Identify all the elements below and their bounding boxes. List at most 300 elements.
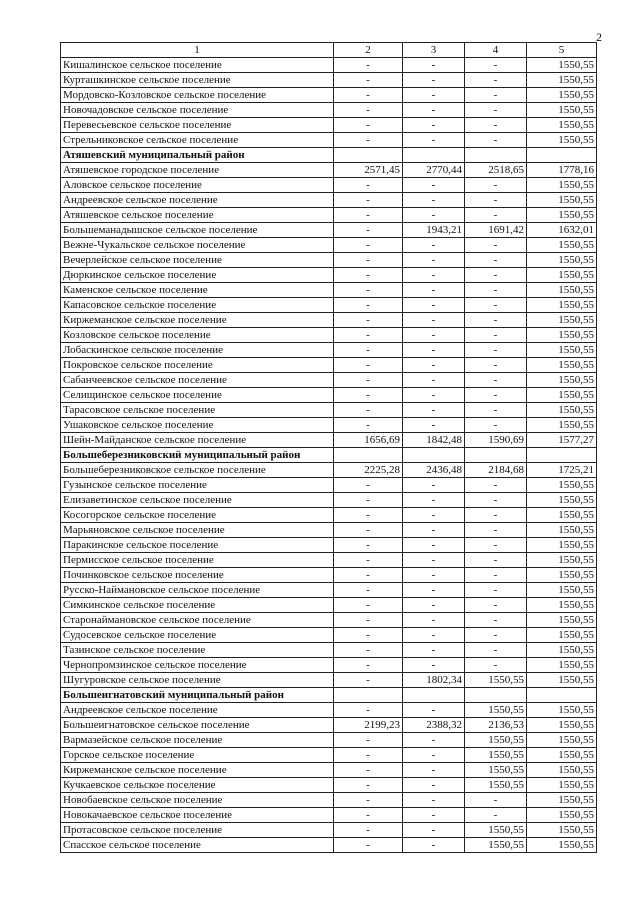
settlement-name: Каменское сельское поселение [61,283,334,298]
value-cell: - [465,658,527,673]
value-cell: - [334,538,403,553]
value-cell: 1550,55 [527,403,597,418]
value-cell: - [334,763,403,778]
value-cell: 1550,55 [527,538,597,553]
table-row [61,478,597,493]
value-cell: - [334,673,403,688]
value-cell: - [403,583,465,598]
value-cell: - [334,313,403,328]
settlement-name: Новокачаевское сельское поселение [61,808,334,823]
table-row [61,223,597,238]
column-header: 1 [61,43,334,58]
settlement-name: Мордовско-Козловское сельское поселение [61,88,334,103]
value-cell: - [334,73,403,88]
value-cell: - [465,88,527,103]
value-cell: - [403,343,465,358]
settlement-name: Тазинское сельское поселение [61,643,334,658]
value-cell: 1550,55 [527,238,597,253]
value-cell: - [465,478,527,493]
value-cell: - [334,823,403,838]
value-cell: - [334,88,403,103]
value-cell: - [403,568,465,583]
value-cell: - [334,523,403,538]
settlement-name: Косогорское сельское поселение [61,508,334,523]
value-cell: 1550,55 [527,598,597,613]
value-cell: - [334,778,403,793]
table-row [61,388,597,403]
value-cell: - [334,298,403,313]
value-cell: - [334,733,403,748]
settlement-name: Шейн-Майданское сельское поселение [61,433,334,448]
settlement-name: Курташкинское сельское поселение [61,73,334,88]
value-cell: - [334,118,403,133]
value-cell: - [403,493,465,508]
value-cell: 1550,55 [527,658,597,673]
district-header-row [61,148,597,163]
value-cell: - [465,643,527,658]
table-row [61,238,597,253]
value-cell: 1550,55 [527,253,597,268]
value-cell: - [403,118,465,133]
value-cell: - [334,568,403,583]
value-cell: - [334,133,403,148]
table-row [61,433,597,448]
value-cell: - [403,403,465,418]
value-cell: - [403,358,465,373]
value-cell: - [403,703,465,718]
value-cell: 1550,55 [527,373,597,388]
value-cell: 1842,48 [403,433,465,448]
value-cell: - [403,178,465,193]
value-cell: 1656,69 [334,433,403,448]
value-cell: - [465,613,527,628]
value-cell: 1550,55 [527,208,597,223]
value-cell [403,148,465,163]
value-cell: 1550,55 [527,523,597,538]
table-row [61,58,597,73]
value-cell: 1550,55 [465,703,527,718]
value-cell: - [334,628,403,643]
settlement-name: Андреевское сельское поселение [61,703,334,718]
value-cell: 1550,55 [527,118,597,133]
value-cell: - [403,808,465,823]
value-cell: - [334,58,403,73]
value-cell: - [465,58,527,73]
value-cell: - [465,118,527,133]
value-cell: - [465,103,527,118]
settlement-name: Пермисское сельское поселение [61,553,334,568]
value-cell: 1550,55 [465,673,527,688]
value-cell: - [465,808,527,823]
value-cell: - [403,208,465,223]
settlement-name: Стрельниковское сельское поселение [61,133,334,148]
table-row [61,673,597,688]
value-cell: - [403,103,465,118]
settlement-name: Большеигнатовское сельское поселение [61,718,334,733]
table-row [61,508,597,523]
column-header: 5 [527,43,597,58]
value-cell: - [465,178,527,193]
table-row [61,658,597,673]
settlement-name: Вармазейское сельское поселение [61,733,334,748]
value-cell: - [403,253,465,268]
value-cell [465,688,527,703]
value-cell: - [403,778,465,793]
value-cell: - [403,193,465,208]
value-cell: 1550,55 [465,838,527,853]
value-cell: - [403,538,465,553]
table-row [61,328,597,343]
value-cell: 2225,28 [334,463,403,478]
value-cell: - [465,358,527,373]
value-cell: - [403,388,465,403]
value-cell: 1577,27 [527,433,597,448]
table-row [61,733,597,748]
settlement-name: Паракинское сельское поселение [61,538,334,553]
value-cell: - [465,598,527,613]
value-cell: - [465,298,527,313]
value-cell: - [403,298,465,313]
value-cell: 1802,34 [403,673,465,688]
settlement-name: Большеманадышское сельское поселение [61,223,334,238]
value-cell: - [334,793,403,808]
settlement-name: Марьяновское сельское поселение [61,523,334,538]
value-cell: 1550,55 [527,808,597,823]
value-cell: - [403,613,465,628]
value-cell [465,148,527,163]
value-cell: - [334,223,403,238]
value-cell: - [403,313,465,328]
settlement-name: Атяшевское городское поселение [61,163,334,178]
value-cell: 1550,55 [527,193,597,208]
value-cell: 1550,55 [527,823,597,838]
value-cell: - [403,418,465,433]
value-cell: - [403,328,465,343]
value-cell: - [403,283,465,298]
value-cell: 1550,55 [527,298,597,313]
table-row [61,793,597,808]
value-cell: - [334,598,403,613]
value-cell: - [465,253,527,268]
table-row [61,523,597,538]
value-cell: - [465,388,527,403]
value-cell: - [403,733,465,748]
table-row [61,418,597,433]
settlement-name: Шугуровское сельское поселение [61,673,334,688]
value-cell: - [465,523,527,538]
value-cell: 1725,21 [527,463,597,478]
table-row [61,253,597,268]
value-cell: 1550,55 [527,493,597,508]
value-cell: - [334,388,403,403]
value-cell: - [465,583,527,598]
value-cell: - [465,418,527,433]
table-row [61,808,597,823]
value-cell: - [465,283,527,298]
value-cell: - [403,598,465,613]
column-header: 3 [403,43,465,58]
value-cell: - [334,748,403,763]
value-cell: 1550,55 [527,358,597,373]
settlement-name: Новобаевское сельское поселение [61,793,334,808]
value-cell: 1550,55 [527,673,597,688]
value-cell: 1550,55 [527,733,597,748]
settlement-name: Лобаскинское сельское поселение [61,343,334,358]
value-cell: 1632,01 [527,223,597,238]
value-cell: - [403,478,465,493]
value-cell: 1550,55 [527,508,597,523]
settlement-name: Судосевское сельское поселение [61,628,334,643]
value-cell: - [403,748,465,763]
value-cell: 1550,55 [527,73,597,88]
value-cell: 1550,55 [527,778,597,793]
value-cell: - [403,373,465,388]
value-cell: - [334,103,403,118]
value-cell: - [403,658,465,673]
settlement-name: Протасовское сельское поселение [61,823,334,838]
value-cell: 1550,55 [527,103,597,118]
value-cell: - [465,313,527,328]
settlement-name: Киржеманское сельское поселение [61,313,334,328]
value-cell: - [334,808,403,823]
value-cell: 1550,55 [527,88,597,103]
value-cell [527,688,597,703]
table-row [61,493,597,508]
budget-table [60,42,597,853]
table-row [61,553,597,568]
value-cell: 1550,55 [527,583,597,598]
column-header: 4 [465,43,527,58]
value-cell: - [465,343,527,358]
settlement-name: Гузынское сельское поселение [61,478,334,493]
value-cell: 1590,69 [465,433,527,448]
settlement-name: Русско-Наймановское сельское поселение [61,583,334,598]
table-row [61,748,597,763]
value-cell: - [334,643,403,658]
district-name: Большеберезниковский муниципальный район [61,448,334,463]
table-row [61,703,597,718]
settlement-name: Старонаймановское сельское поселение [61,613,334,628]
value-cell: 2518,65 [465,163,527,178]
value-cell: - [334,658,403,673]
value-cell: - [334,493,403,508]
value-cell: 1550,55 [527,553,597,568]
settlement-name: Чернопромзинское сельское поселение [61,658,334,673]
table-row [61,463,597,478]
table-row [61,208,597,223]
value-cell: 1550,55 [527,133,597,148]
table-row [61,823,597,838]
value-cell: - [465,538,527,553]
value-cell: - [334,343,403,358]
value-cell: 1550,55 [527,58,597,73]
value-cell: - [465,403,527,418]
value-cell: 1550,55 [527,628,597,643]
table-row [61,103,597,118]
column-header: 2 [334,43,403,58]
value-cell: 1550,55 [527,178,597,193]
value-cell: - [334,238,403,253]
value-cell: - [403,628,465,643]
value-cell: - [403,73,465,88]
value-cell: 1550,55 [527,718,597,733]
value-cell: - [334,253,403,268]
settlement-name: Сабанчеевское сельское поселение [61,373,334,388]
value-cell [465,448,527,463]
value-cell: - [403,88,465,103]
value-cell: - [334,208,403,223]
value-cell: - [403,508,465,523]
settlement-name: Новочадовское сельское поселение [61,103,334,118]
value-cell: - [465,568,527,583]
value-cell: 1550,55 [527,763,597,778]
table-row [61,163,597,178]
settlement-name: Большеберезниковское сельское поселение [61,463,334,478]
value-cell [527,148,597,163]
value-cell: 2436,48 [403,463,465,478]
value-cell [334,688,403,703]
value-cell: 1550,55 [527,418,597,433]
value-cell: - [403,58,465,73]
value-cell: 1550,55 [527,703,597,718]
value-cell: - [334,508,403,523]
value-cell: - [334,418,403,433]
value-cell: - [465,373,527,388]
settlement-name: Спасское сельское поселение [61,838,334,853]
settlement-name: Кишалинское сельское поселение [61,58,334,73]
value-cell: 1550,55 [465,763,527,778]
value-cell: 1550,55 [465,748,527,763]
value-cell: 1550,55 [527,283,597,298]
settlement-name: Козловское сельское поселение [61,328,334,343]
value-cell: 1550,55 [527,568,597,583]
table-row [61,193,597,208]
table-row [61,403,597,418]
table-row [61,763,597,778]
value-cell [403,448,465,463]
table-row [61,73,597,88]
table-row [61,88,597,103]
value-cell: - [403,268,465,283]
settlement-name: Покровское сельское поселение [61,358,334,373]
value-cell: - [403,523,465,538]
district-header-row [61,448,597,463]
table-body [61,43,597,853]
table-header-row [61,43,597,58]
value-cell [403,688,465,703]
value-cell: - [403,763,465,778]
value-cell: 1550,55 [465,733,527,748]
value-cell: - [334,373,403,388]
value-cell: 1550,55 [465,823,527,838]
district-name: Большеигнатовский муниципальный район [61,688,334,703]
table-row [61,613,597,628]
value-cell: - [334,703,403,718]
page-number: 2 [596,30,602,44]
value-cell: - [334,478,403,493]
value-cell: 1550,55 [465,778,527,793]
settlement-name: Дюркинское сельское поселение [61,268,334,283]
value-cell: - [465,628,527,643]
value-cell: 2571,45 [334,163,403,178]
value-cell: - [403,238,465,253]
value-cell: - [465,328,527,343]
value-cell: - [465,73,527,88]
settlement-name: Вежне-Чукальское сельское поселение [61,238,334,253]
value-cell: - [334,193,403,208]
table-row [61,583,597,598]
value-cell: 1778,16 [527,163,597,178]
settlement-name: Капасовское сельское поселение [61,298,334,313]
value-cell: - [334,583,403,598]
value-cell: - [403,823,465,838]
settlement-name: Кучкаевское сельское поселение [61,778,334,793]
value-cell: 1550,55 [527,793,597,808]
value-cell: - [465,268,527,283]
table-row [61,373,597,388]
settlement-name: Аловское сельское поселение [61,178,334,193]
value-cell: - [465,208,527,223]
value-cell: 1550,55 [527,388,597,403]
settlement-name: Атяшевское сельское поселение [61,208,334,223]
table-row [61,718,597,733]
value-cell: 2388,32 [403,718,465,733]
table-row [61,118,597,133]
settlement-name: Перевесьевское сельское поселение [61,118,334,133]
value-cell: 1550,55 [527,643,597,658]
value-cell: - [403,553,465,568]
settlement-name: Андреевское сельское поселение [61,193,334,208]
value-cell: - [334,838,403,853]
settlement-name: Симкинское сельское поселение [61,598,334,613]
value-cell: - [465,193,527,208]
value-cell [334,448,403,463]
value-cell: 2199,23 [334,718,403,733]
settlement-name: Починковское сельское поселение [61,568,334,583]
value-cell: 2770,44 [403,163,465,178]
table-row [61,628,597,643]
value-cell: 1691,42 [465,223,527,238]
settlement-name: Тарасовское сельское поселение [61,403,334,418]
value-cell [334,148,403,163]
value-cell: - [403,793,465,808]
district-header-row [61,688,597,703]
value-cell [527,448,597,463]
value-cell: - [465,553,527,568]
value-cell: - [465,238,527,253]
value-cell: - [465,508,527,523]
table-row [61,358,597,373]
value-cell: 2136,53 [465,718,527,733]
value-cell: 1550,55 [527,343,597,358]
settlement-name: Вечерлейское сельское поселение [61,253,334,268]
table-row [61,838,597,853]
table-row [61,178,597,193]
value-cell: - [334,403,403,418]
value-cell: 1550,55 [527,478,597,493]
table-row [61,313,597,328]
table-row [61,343,597,358]
settlement-name: Елизаветинское сельское поселение [61,493,334,508]
value-cell: - [334,283,403,298]
table-row [61,538,597,553]
table-row [61,568,597,583]
settlement-name: Киржеманское сельское поселение [61,763,334,778]
table-row [61,133,597,148]
table-row [61,268,597,283]
value-cell: - [403,838,465,853]
district-name: Атяшевский муниципальный район [61,148,334,163]
